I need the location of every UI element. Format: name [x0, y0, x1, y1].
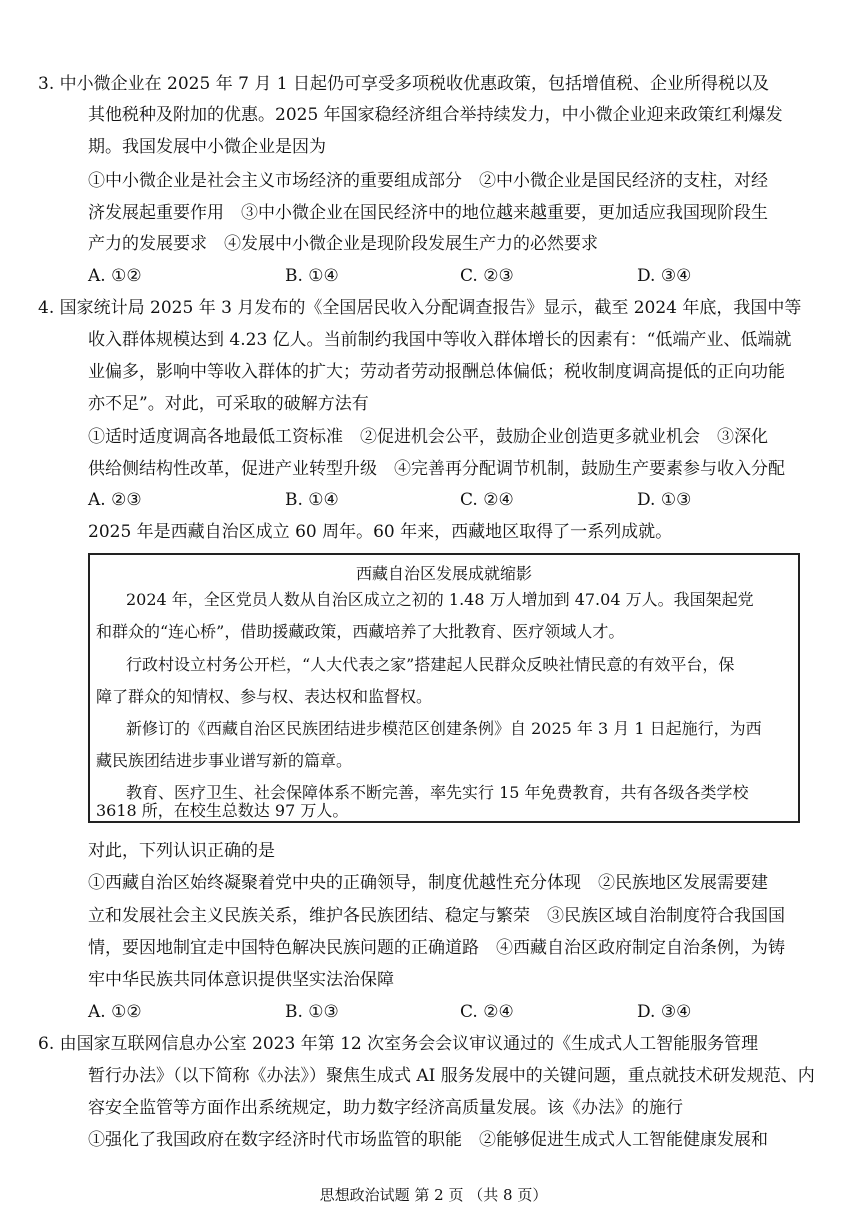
material-box-line-7: 教育、医疗卫生、社会保障体系不断完善，率先实行 15 年免费教育，共有各级各类学校 [126, 783, 749, 802]
q5-option-b: B. ①③ [285, 1002, 339, 1022]
material-box-line-6: 藏民族团结进步事业谱写新的篇章。 [96, 751, 353, 770]
material-box-line-3: 行政村设立村务公开栏，“人大代表之家”搭建起人民群众反映社情民意的有效平台，保 [126, 655, 735, 674]
q3-line-6: 产力的发展要求 ④发展中小微企业是现阶段发展生产力的必然要求 [88, 234, 598, 254]
q6-line-2: 暂行办法》（以下简称《办法》）聚焦生成式 AI 服务发展中的关键问题，重点就技术研发规范、内 [88, 1066, 815, 1086]
material-box-line-1: 2024 年，全区党员人数从自治区成立之初的 1.48 万人增加到 47.04 万人。我国架起党 [126, 590, 754, 609]
q5-option-d: D. ③④ [637, 1002, 692, 1022]
material-box-line-4: 障了群众的知情权、参与权、表达权和监督权。 [96, 687, 433, 706]
material-box-title: 西藏自治区发展成就缩影 [355, 564, 532, 583]
material-box-line-2: 和群众的“连心桥”，借助援藏政策，西藏培养了大批教育、医疗领域人才。 [96, 622, 625, 641]
q3-option-d: D. ③④ [637, 266, 692, 286]
q4-line-5: ①适时适度调高各地最低工资标准 ②促进机会公平，鼓励企业创造更多就业机会 ③深化 [88, 427, 768, 447]
q3-line-3: 期。我国发展中小微企业是因为 [88, 137, 326, 157]
q4-line-6: 供给侧结构性改革，促进产业转型升级 ④完善再分配调节机制，鼓励生产要素参与收入分配 [88, 459, 785, 479]
q6-line-1: 6. 由国家互联网信息办公室 2023 年第 12 次室务会会议审议通过的《生成式人工智能服务管理 [38, 1034, 759, 1054]
q3-line-1: 3. 中小微企业在 2025 年 7 月 1 日起仍可享受多项税收优惠政策，包括增值税、企业所得税以及 [38, 74, 769, 94]
q6-line-4: ①强化了我国政府在数字经济时代市场监管的职能 ②能够促进生成式人工智能健康发展和 [88, 1130, 768, 1150]
q3-option-a: A. ①② [88, 266, 142, 286]
q4-option-b: B. ①④ [285, 490, 339, 510]
q5-line-1: 对此，下列认识正确的是 [88, 841, 275, 861]
q5-option-a: A. ①② [88, 1002, 142, 1022]
q4-option-d: D. ①③ [637, 490, 692, 510]
q5-line-3: 立和发展社会主义民族关系，维护各民族团结、稳定与繁荣 ③民族区域自治制度符合我国国 [88, 906, 785, 926]
q4-line-4: 亦不足”。对此，可采取的破解方法有 [88, 394, 369, 414]
q5-line-5: 牢中华民族共同体意识提供坚实法治保障 [88, 970, 394, 990]
q4-option-a: A. ②③ [88, 490, 142, 510]
q4-line-3: 业偏多，影响中等收入群体的扩大；劳动者劳动报酬总体偏低；税收制度调高提低的正向功能 [88, 362, 785, 382]
q6-line-3: 容安全监管等方面作出系统规定，助力数字经济高质量发展。该《办法》的施行 [88, 1098, 683, 1118]
q4-line-1: 4. 国家统计局 2025 年 3 月发布的《全国居民收入分配调查报告》显示，截至 2024 年底，我国中等 [38, 298, 802, 318]
q3-line-5: 济发展起重要作用 ③中小微企业在国民经济中的地位越来越重要，更加适应我国现阶段生 [88, 203, 768, 223]
q5-intro: 2025 年是西藏自治区成立 60 周年。60 年来，西藏地区取得了一系列成就。 [88, 522, 673, 542]
material-box [88, 553, 800, 823]
material-box-line-8: 3618 所，在校生总数达 97 万人。 [96, 801, 349, 820]
page-footer: 思想政治试题 第 2 页 （共 8 页） [319, 1186, 548, 1204]
material-box-line-5: 新修订的《西藏自治区民族团结进步模范区创建条例》自 2025 年 3 月 1 日起施行，为西 [126, 719, 762, 738]
q3-option-c: C. ②③ [460, 266, 514, 286]
q5-option-c: C. ②④ [460, 1002, 514, 1022]
q5-line-2: ①西藏自治区始终凝聚着党中央的正确领导，制度优越性充分体现 ②民族地区发展需要建 [88, 873, 768, 893]
q5-line-4: 情，要因地制宜走中国特色解决民族问题的正确道路 ④西藏自治区政府制定自治条例，为铸 [88, 938, 785, 958]
q3-line-2: 其他税种及附加的优惠。2025 年国家稳经济组合举持续发力，中小微企业迎来政策红利爆发 [88, 105, 783, 125]
q3-option-b: B. ①④ [285, 266, 339, 286]
q4-line-2: 收入群体规模达到 4.23 亿人。当前制约我国中等收入群体增长的因素有：“低端产业、低端就 [88, 330, 792, 350]
q4-option-c: C. ②④ [460, 490, 514, 510]
q3-line-4: ①中小微企业是社会主义市场经济的重要组成部分 ②中小微企业是国民经济的支柱，对经 [88, 171, 768, 191]
